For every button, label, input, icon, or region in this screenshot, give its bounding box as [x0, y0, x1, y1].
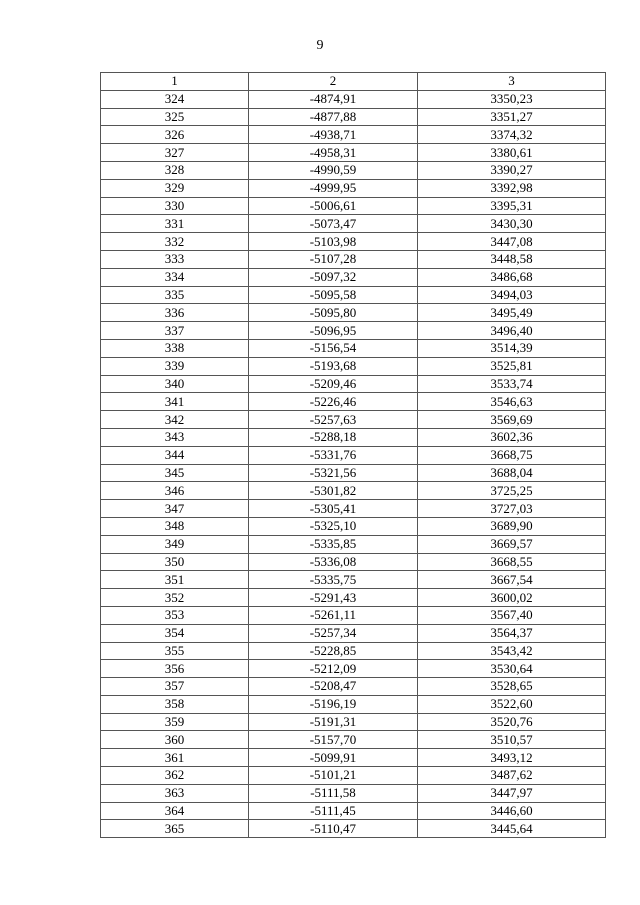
coordinate-x-cell: -4999,95: [249, 179, 418, 197]
table-row: [101, 784, 606, 802]
coordinate-y-cell: 3395,31: [418, 197, 606, 215]
coordinate-x-cell: -4938,71: [249, 126, 418, 144]
coordinate-y-cell: 3494,03: [418, 286, 606, 304]
coordinate-x-cell: -4990,59: [249, 161, 418, 179]
point-number-cell: 335: [101, 286, 249, 304]
point-number-cell: 327: [101, 144, 249, 162]
coordinate-y-cell: 3487,62: [418, 767, 606, 785]
table-row: [101, 322, 606, 340]
point-number-cell: 360: [101, 731, 249, 749]
table-body: [101, 90, 606, 837]
coordinate-y-cell: 3486,68: [418, 268, 606, 286]
point-number-cell: 334: [101, 268, 249, 286]
coordinate-x-cell: -5157,70: [249, 731, 418, 749]
table-row: [101, 731, 606, 749]
table-row: [101, 695, 606, 713]
coordinate-x-cell: -5095,80: [249, 304, 418, 322]
point-number-cell: 358: [101, 695, 249, 713]
coordinate-x-cell: -5196,19: [249, 695, 418, 713]
coordinate-x-cell: -4874,91: [249, 90, 418, 108]
coordinate-y-cell: 3430,30: [418, 215, 606, 233]
coordinate-y-cell: 3510,57: [418, 731, 606, 749]
coordinate-y-cell: 3569,69: [418, 411, 606, 429]
point-number-cell: 359: [101, 713, 249, 731]
table-row: [101, 446, 606, 464]
coordinate-x-cell: -5006,61: [249, 197, 418, 215]
coordinate-y-cell: 3351,27: [418, 108, 606, 126]
point-number-cell: 324: [101, 90, 249, 108]
point-number-cell: 357: [101, 678, 249, 696]
table-row: [101, 428, 606, 446]
coordinate-y-cell: 3600,02: [418, 589, 606, 607]
table-row: [101, 250, 606, 268]
coordinate-x-cell: -5209,46: [249, 375, 418, 393]
point-number-cell: 361: [101, 749, 249, 767]
point-number-cell: 348: [101, 517, 249, 535]
point-number-cell: 347: [101, 500, 249, 518]
table-row: [101, 517, 606, 535]
coordinates-table: [100, 72, 606, 838]
table-row: [101, 411, 606, 429]
coordinate-x-cell: -5261,11: [249, 606, 418, 624]
point-number-cell: 350: [101, 553, 249, 571]
table-row: [101, 197, 606, 215]
table-row: [101, 161, 606, 179]
table-row: [101, 642, 606, 660]
coordinate-x-cell: -5226,46: [249, 393, 418, 411]
coordinate-y-cell: 3567,40: [418, 606, 606, 624]
coordinate-x-cell: -5331,76: [249, 446, 418, 464]
coordinate-x-cell: -5103,98: [249, 233, 418, 251]
coordinate-y-cell: 3447,97: [418, 784, 606, 802]
table-row: [101, 108, 606, 126]
coordinate-y-cell: 3350,23: [418, 90, 606, 108]
point-number-cell: 337: [101, 322, 249, 340]
table-row: [101, 393, 606, 411]
point-number-cell: 325: [101, 108, 249, 126]
coordinate-x-cell: -5107,28: [249, 250, 418, 268]
coordinate-x-cell: -5336,08: [249, 553, 418, 571]
table-row: [101, 802, 606, 820]
table-row: [101, 820, 606, 838]
coordinate-y-cell: 3374,32: [418, 126, 606, 144]
table-row: [101, 215, 606, 233]
table-row: [101, 571, 606, 589]
table-row: [101, 660, 606, 678]
coordinate-y-cell: 3564,37: [418, 624, 606, 642]
coordinate-x-cell: -5208,47: [249, 678, 418, 696]
point-number-cell: 362: [101, 767, 249, 785]
point-number-cell: 343: [101, 428, 249, 446]
coordinate-x-cell: -5099,91: [249, 749, 418, 767]
point-number-cell: 364: [101, 802, 249, 820]
coordinate-y-cell: 3543,42: [418, 642, 606, 660]
coordinate-x-cell: -4958,31: [249, 144, 418, 162]
coordinate-x-cell: -5095,58: [249, 286, 418, 304]
table-row: [101, 553, 606, 571]
point-number-cell: 333: [101, 250, 249, 268]
point-number-cell: 326: [101, 126, 249, 144]
coordinate-x-cell: -5305,41: [249, 500, 418, 518]
coordinate-x-cell: -5288,18: [249, 428, 418, 446]
coordinate-y-cell: 3495,49: [418, 304, 606, 322]
table-row: [101, 304, 606, 322]
coordinate-y-cell: 3688,04: [418, 464, 606, 482]
coordinate-y-cell: 3669,57: [418, 535, 606, 553]
coordinate-y-cell: 3447,08: [418, 233, 606, 251]
coordinate-x-cell: -5335,85: [249, 535, 418, 553]
point-number-cell: 353: [101, 606, 249, 624]
coordinate-x-cell: -5257,34: [249, 624, 418, 642]
table-row: [101, 482, 606, 500]
table-row: [101, 749, 606, 767]
point-number-cell: 340: [101, 375, 249, 393]
point-number-cell: 355: [101, 642, 249, 660]
point-number-cell: 331: [101, 215, 249, 233]
coordinate-x-cell: -5096,95: [249, 322, 418, 340]
point-number-cell: 346: [101, 482, 249, 500]
point-number-cell: 349: [101, 535, 249, 553]
point-number-cell: 354: [101, 624, 249, 642]
coordinate-y-cell: 3496,40: [418, 322, 606, 340]
point-number-cell: 365: [101, 820, 249, 838]
coordinate-y-cell: 3392,98: [418, 179, 606, 197]
coordinate-y-cell: 3514,39: [418, 339, 606, 357]
coordinate-x-cell: -5073,47: [249, 215, 418, 233]
coordinate-x-cell: -5156,54: [249, 339, 418, 357]
coordinate-x-cell: -5212,09: [249, 660, 418, 678]
coordinate-y-cell: 3668,55: [418, 553, 606, 571]
table-header: [101, 73, 606, 91]
point-number-cell: 328: [101, 161, 249, 179]
page-number: 9: [316, 38, 324, 53]
point-number-cell: 345: [101, 464, 249, 482]
coordinate-x-cell: -4877,88: [249, 108, 418, 126]
coordinate-y-cell: 3448,58: [418, 250, 606, 268]
table-row: [101, 90, 606, 108]
table-row: [101, 535, 606, 553]
coordinate-y-cell: 3727,03: [418, 500, 606, 518]
table-row: [101, 624, 606, 642]
point-number-cell: 344: [101, 446, 249, 464]
coordinate-y-cell: 3668,75: [418, 446, 606, 464]
coordinate-x-cell: -5335,75: [249, 571, 418, 589]
point-number-cell: 342: [101, 411, 249, 429]
coordinate-y-cell: 3390,27: [418, 161, 606, 179]
table-row: [101, 233, 606, 251]
coordinate-x-cell: -5097,32: [249, 268, 418, 286]
table-row: [101, 606, 606, 624]
column-header-2: 2: [249, 73, 418, 91]
table-row: [101, 589, 606, 607]
coordinate-y-cell: 3602,36: [418, 428, 606, 446]
coordinate-x-cell: -5321,56: [249, 464, 418, 482]
point-number-cell: 332: [101, 233, 249, 251]
column-header-3: 3: [418, 73, 606, 91]
coordinate-x-cell: -5110,47: [249, 820, 418, 838]
table-row: [101, 767, 606, 785]
coordinate-y-cell: 3667,54: [418, 571, 606, 589]
coordinate-y-cell: 3445,64: [418, 820, 606, 838]
point-number-cell: 339: [101, 357, 249, 375]
coordinate-x-cell: -5111,45: [249, 802, 418, 820]
coordinate-y-cell: 3530,64: [418, 660, 606, 678]
table-row: [101, 286, 606, 304]
coordinate-y-cell: 3380,61: [418, 144, 606, 162]
table-row: [101, 144, 606, 162]
coordinate-y-cell: 3546,63: [418, 393, 606, 411]
coordinate-y-cell: 3525,81: [418, 357, 606, 375]
coordinate-x-cell: -5257,63: [249, 411, 418, 429]
table-row: [101, 179, 606, 197]
coordinate-x-cell: -5193,68: [249, 357, 418, 375]
point-number-cell: 351: [101, 571, 249, 589]
coordinate-y-cell: 3446,60: [418, 802, 606, 820]
table-row: [101, 126, 606, 144]
coordinate-x-cell: -5325,10: [249, 517, 418, 535]
table-row: [101, 713, 606, 731]
table-row: [101, 678, 606, 696]
coordinate-x-cell: -5191,31: [249, 713, 418, 731]
coordinate-x-cell: -5301,82: [249, 482, 418, 500]
coordinate-y-cell: 3533,74: [418, 375, 606, 393]
column-header-1: 1: [101, 73, 249, 91]
table-row: [101, 339, 606, 357]
table-row: [101, 357, 606, 375]
coordinate-x-cell: -5101,21: [249, 767, 418, 785]
coordinate-y-cell: 3522,60: [418, 695, 606, 713]
coordinate-x-cell: -5111,58: [249, 784, 418, 802]
point-number-cell: 336: [101, 304, 249, 322]
point-number-cell: 356: [101, 660, 249, 678]
table-row: [101, 464, 606, 482]
point-number-cell: 330: [101, 197, 249, 215]
table-header-row: [101, 73, 606, 91]
coordinate-y-cell: 3520,76: [418, 713, 606, 731]
point-number-cell: 329: [101, 179, 249, 197]
coordinate-y-cell: 3493,12: [418, 749, 606, 767]
table-row: [101, 500, 606, 518]
point-number-cell: 363: [101, 784, 249, 802]
coordinate-y-cell: 3689,90: [418, 517, 606, 535]
coordinate-x-cell: -5291,43: [249, 589, 418, 607]
table-row: [101, 268, 606, 286]
point-number-cell: 341: [101, 393, 249, 411]
point-number-cell: 352: [101, 589, 249, 607]
point-number-cell: 338: [101, 339, 249, 357]
table-row: [101, 375, 606, 393]
coordinate-x-cell: -5228,85: [249, 642, 418, 660]
coordinate-y-cell: 3528,65: [418, 678, 606, 696]
coordinate-y-cell: 3725,25: [418, 482, 606, 500]
